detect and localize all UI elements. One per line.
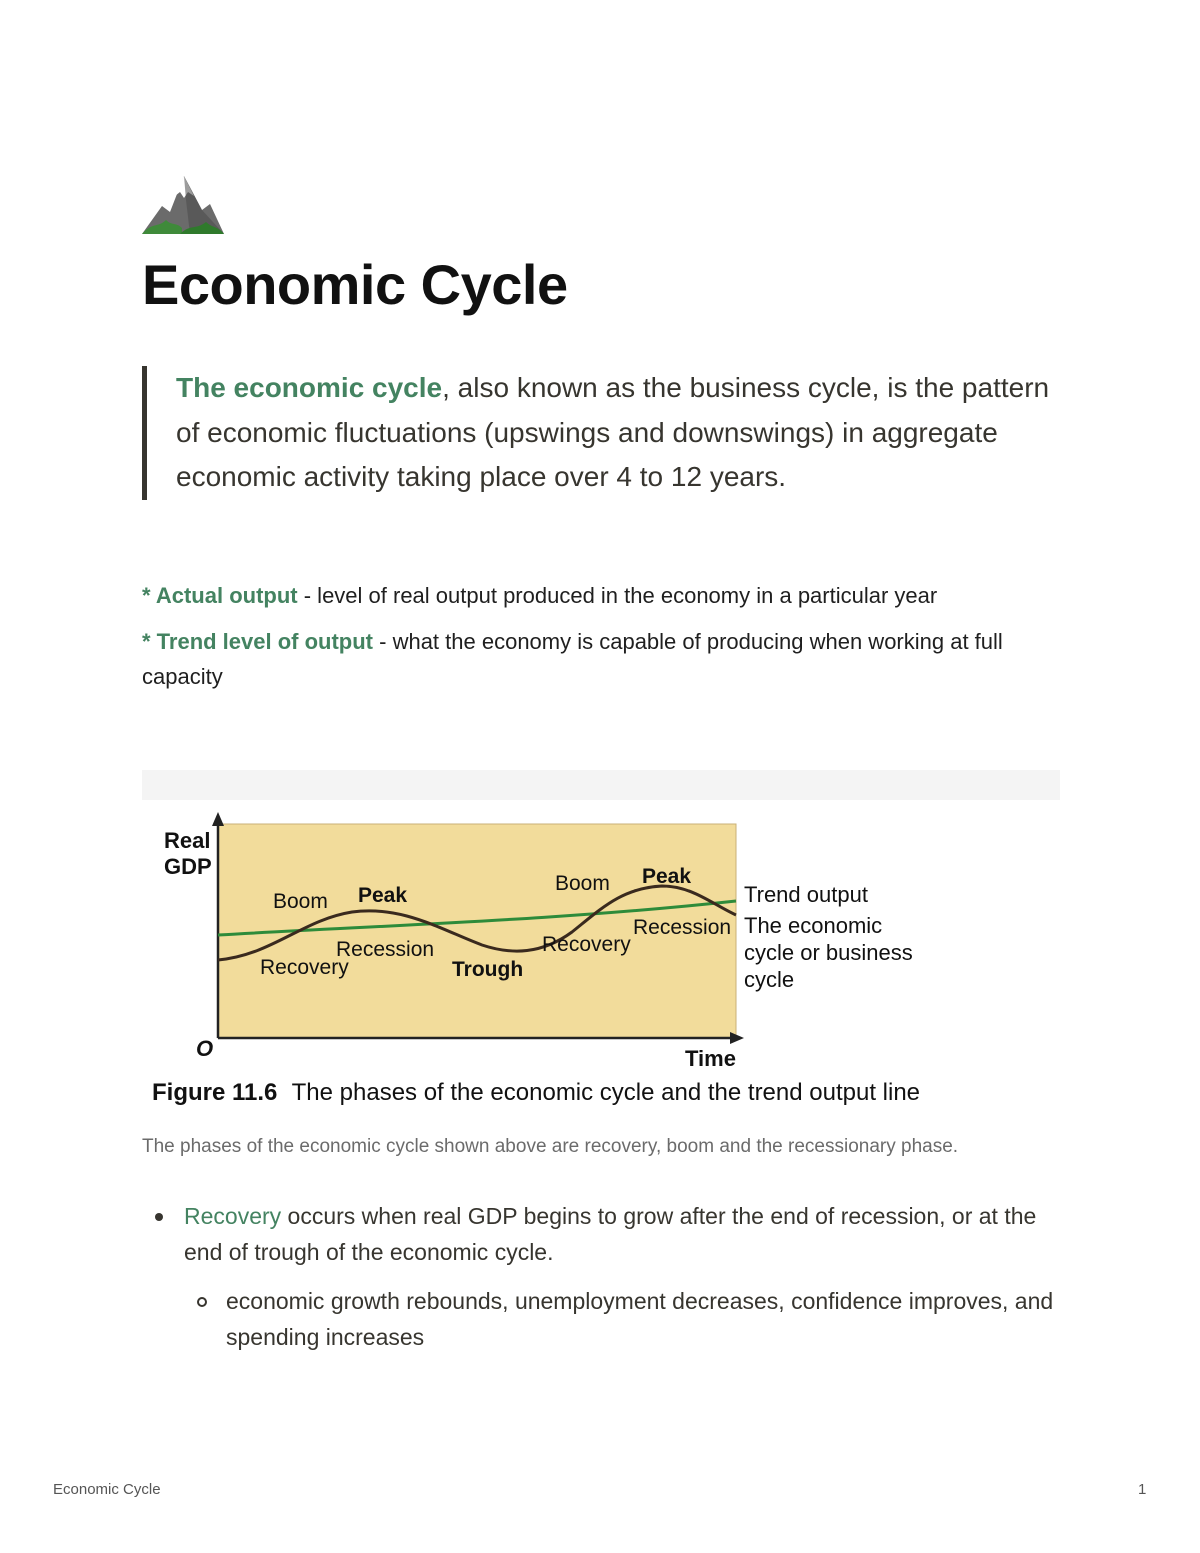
cycle-label-line3: cycle	[744, 967, 795, 992]
origin-label: O	[196, 1036, 214, 1061]
bullet-list	[142, 1198, 1072, 1355]
annotation-recovery-2: Recovery	[542, 933, 631, 956]
definition-text: - what the economy is capable of producing when working at full capacity	[142, 629, 1003, 689]
annotation-peak-1: Peak	[358, 884, 408, 907]
figure-description: The phases of the economic cycle shown above are recovery, boom and the recessionary phase.	[142, 1136, 959, 1157]
definition-text: - level of real output produced in the economy in a particular year	[297, 583, 938, 608]
svg-text:Figure 11.6 The phases	[152, 1079, 920, 1106]
sub-list-item	[142, 1283, 1072, 1355]
economic-cycle-chart	[142, 770, 1060, 1120]
y-axis-label-line2: GDP	[164, 854, 212, 879]
sub-bullet-text: economic growth rebounds, unemployment decreases, confidence improves, and spending increases	[226, 1288, 1054, 1350]
definition-actual-output	[142, 578, 1072, 613]
figure-number: Figure 11.6	[152, 1079, 278, 1106]
economic-cycle-figure	[142, 770, 1060, 1120]
annotation-recession-1: Recession	[336, 938, 435, 961]
definition-quote	[142, 366, 1076, 500]
annotation-boom-1: Boom	[273, 890, 328, 913]
trend-output-label: Trend output	[744, 882, 868, 907]
page-number: 1	[1138, 1481, 1147, 1498]
y-axis-label-line1: Real	[164, 828, 211, 853]
annotation-recession-2: Recession	[633, 916, 732, 939]
annotation-peak-2: Peak	[642, 865, 692, 888]
quote-highlight: The economic cycle	[176, 372, 443, 403]
x-axis-label: Time	[685, 1046, 736, 1071]
definition-term: * Trend level of output	[142, 629, 374, 654]
annotation-boom-2: Boom	[555, 872, 610, 895]
footer-title: Economic Cycle	[53, 1481, 161, 1498]
definition-term: * Actual output	[142, 583, 298, 608]
annotation-recovery-1: Recovery	[260, 956, 349, 979]
definition-trend-output	[142, 624, 1072, 694]
snow-capped-mountain-icon	[140, 170, 226, 238]
annotation-trough: Trough	[452, 958, 524, 981]
cycle-label-line2: cycle or business	[744, 940, 913, 965]
cycle-label-line1: The economic	[744, 913, 883, 938]
bullet-text: occurs when real GDP begins to grow after the end of recession, or at the end of trough of the economic cycle.	[184, 1203, 1037, 1265]
bullet-highlight: Recovery	[184, 1203, 282, 1229]
bullet-ring-icon	[197, 1297, 207, 1307]
page-title: Economic Cycle	[142, 253, 568, 316]
bullet-dot-icon	[155, 1213, 163, 1221]
list-item	[142, 1198, 1072, 1270]
quote-text: , also known as the business cycle, is the pattern of economic fluctuations (upswings and downswings) in aggregate economic activity taking place over 4 to 12 years.	[176, 372, 1050, 492]
figure-caption: The phases of the economic cycle and the trend output line	[291, 1079, 921, 1106]
